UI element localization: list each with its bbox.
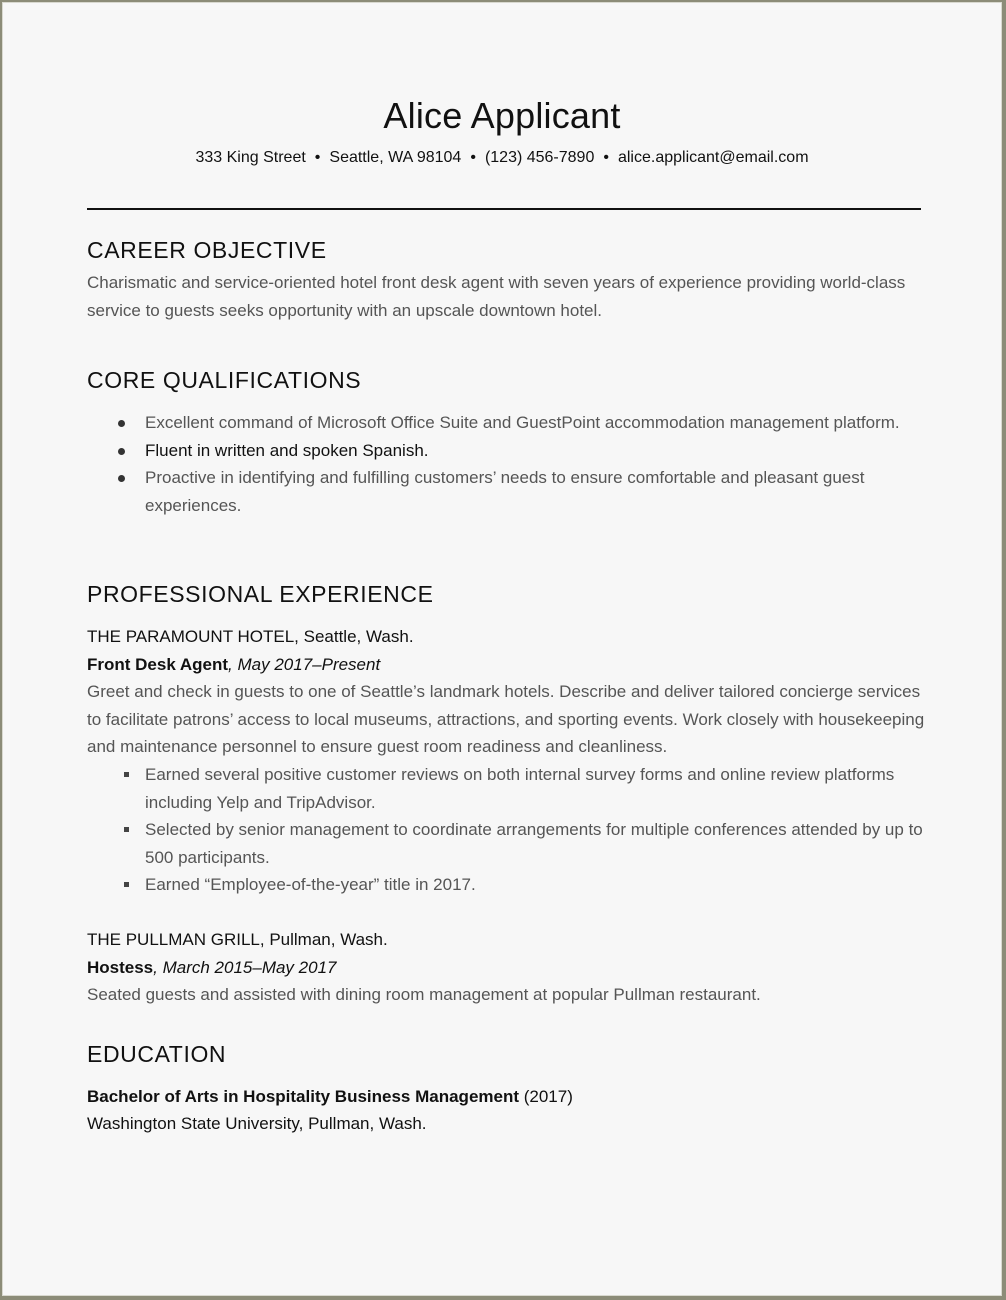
list-item: [87, 464, 927, 519]
square-bullet-icon: [124, 882, 129, 887]
list-item: [87, 816, 927, 871]
bullet-icon: [118, 448, 125, 455]
list-item: [87, 871, 927, 899]
job-dates: , March 2015–May 2017: [153, 958, 337, 977]
list-item-text: Proactive in identifying and fulfilling customers’ needs to ensure comfortable and pleasant guest experiences.: [145, 468, 865, 515]
qualifications-list: [87, 409, 927, 519]
list-item: [87, 409, 927, 437]
job-title-line: [87, 651, 927, 679]
degree: Bachelor of Arts in Hospitality Business Management: [87, 1087, 520, 1106]
list-item-text: Earned several positive customer reviews on both internal survey forms and online review platforms including Yelp and TripAdvisor.: [145, 765, 895, 812]
square-bullet-icon: [124, 827, 129, 832]
education-heading: EDUCATION: [87, 1041, 227, 1067]
school: Washington State University, Pullman, Wash.: [87, 1114, 427, 1133]
job-title-line: [87, 954, 927, 982]
list-item-text: Earned “Employee-of-the-year” title in 2017.: [145, 875, 476, 894]
list-item-text: Selected by senior management to coordinate arrangements for multiple conferences attended by up to 500 participants.: [145, 820, 923, 867]
qualifications-heading: CORE QUALIFICATIONS: [87, 367, 362, 393]
list-item-text: Fluent in written and spoken Spanish.: [145, 440, 429, 460]
objective-text: Charismatic and service-oriented hotel front desk agent with seven years of experience providing world-class service to guests seeks opportunity with an upscale downtown hotel.: [87, 273, 906, 320]
applicant-name: Alice Applicant: [383, 95, 621, 136]
contact-separator: •: [314, 149, 321, 166]
job-employer: THE PULLMAN GRILL, Pullman, Wash.: [87, 930, 388, 949]
square-bullet-icon: [124, 772, 129, 777]
job-title: Hostess: [87, 958, 154, 977]
contact-phone: (123) 456-7890: [484, 149, 595, 166]
objective-heading: CAREER OBJECTIVE: [87, 237, 327, 263]
job-employer: THE PARAMOUNT HOTEL, Seattle, Wash.: [87, 627, 414, 646]
degree-year: (2017): [519, 1087, 573, 1106]
job-description: Greet and check in guests to one of Seattle’s landmark hotels. Describe and deliver tailored concierge services to facilitate patrons’ access to local museums, attractions, and sporting events. Work closely with housekeeping and maintenance personnel to ensure guest room readiness and cleanliness.: [87, 682, 925, 756]
degree-line: [87, 1083, 927, 1111]
contact-line: [3, 149, 1001, 167]
resume-page: [2, 2, 1002, 1296]
contact-email[interactable]: alice.applicant@email.com: [617, 149, 809, 166]
contact-separator: •: [470, 149, 476, 166]
bullet-icon: [118, 420, 125, 427]
list-item: [87, 437, 927, 465]
job-dates: , May 2017–Present: [228, 655, 381, 674]
list-item-text: Excellent command of Microsoft Office Suite and GuestPoint accommodation management platform.: [145, 413, 900, 432]
list-item: [87, 761, 927, 816]
job-achievements: [87, 761, 927, 899]
experience-heading: PROFESSIONAL EXPERIENCE: [87, 581, 434, 607]
contact-city: Seattle, WA 98104: [329, 149, 462, 166]
contact-street: 333 King Street: [195, 149, 306, 166]
job-description: Seated guests and assisted with dining room management at popular Pullman restaurant.: [87, 985, 761, 1004]
contact-separator: •: [603, 149, 609, 166]
header-divider: [87, 208, 921, 210]
bullet-icon: [118, 475, 125, 482]
job-title: Front Desk Agent: [87, 655, 229, 674]
